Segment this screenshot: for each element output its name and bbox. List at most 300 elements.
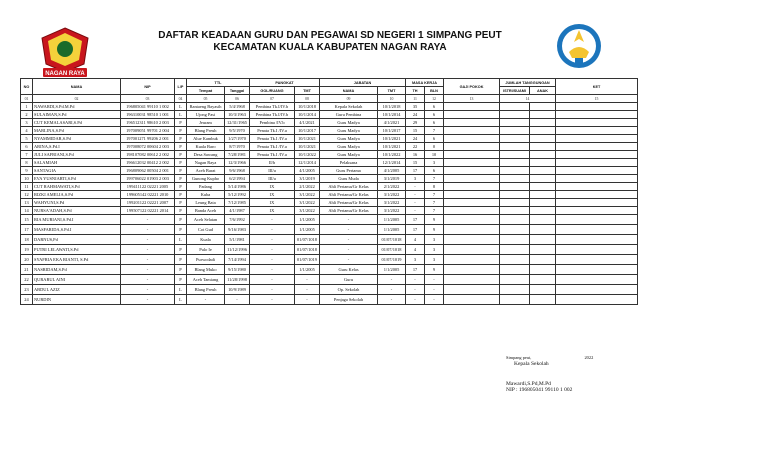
- row-tanggal: 11/12/1996: [225, 245, 250, 255]
- row-no: 4: [21, 127, 33, 135]
- row-th: -: [406, 295, 425, 305]
- row-tmt: 10/1/2022: [295, 151, 320, 159]
- row-jabatan: -: [320, 245, 378, 255]
- row-ket: [556, 235, 638, 245]
- row-tmt: 3/1/2022: [295, 191, 320, 199]
- row-tempat: Aceh Selatan: [187, 215, 225, 225]
- row-lp: P: [175, 199, 187, 207]
- row-istri: [500, 127, 530, 135]
- row-no: 11: [21, 183, 33, 191]
- row-gaji: [444, 119, 500, 127]
- row-anak: [530, 207, 556, 215]
- row-tempat: Purwodadi: [187, 255, 225, 265]
- row-tanggal: 7/6/1992: [225, 215, 250, 225]
- row-anak: [530, 215, 556, 225]
- row-lp: P: [175, 135, 187, 143]
- row-nama: NURDIN: [33, 295, 121, 305]
- col-golruang: GOL/RUANG: [250, 87, 295, 95]
- row-istri: [500, 167, 530, 175]
- col-nip: NIP: [121, 79, 175, 95]
- row-nip: -: [121, 275, 175, 285]
- row-nip: 196805041 99110 1 002: [121, 103, 175, 111]
- row-bln: 9: [425, 225, 444, 235]
- table-row: [21, 127, 638, 135]
- row-th: 15: [406, 127, 425, 135]
- row-nama: NAWARDI,S.Pd.M.Pd: [33, 103, 121, 111]
- row-th: -: [406, 199, 425, 207]
- row-th: 15: [406, 159, 425, 167]
- row-jabatan: Penjaga Sekolah: [320, 295, 378, 305]
- row-tempat: Blang Muko: [187, 265, 225, 275]
- row-jabatan: Ahli Pertama/Gr Kelas: [320, 191, 378, 199]
- row-tempat: Nagan Raya: [187, 159, 225, 167]
- row-jabatan: Guru: [320, 275, 378, 285]
- row-istri: [500, 183, 530, 191]
- row-nama: NASRIDAM,S.Pd: [33, 265, 121, 275]
- table-row: [21, 159, 638, 167]
- row-jabatan-tmt: -: [378, 275, 406, 285]
- row-istri: [500, 245, 530, 255]
- row-lp: L: [175, 111, 187, 119]
- row-istri: [500, 235, 530, 245]
- row-anak: [530, 225, 556, 235]
- row-tempat: Gunong Kupho: [187, 175, 225, 183]
- table-row: [21, 275, 638, 285]
- col-tanggal: Tanggal: [225, 87, 250, 95]
- row-gaji: [444, 159, 500, 167]
- row-tempat: Leung Bata: [187, 199, 225, 207]
- row-nip: 199706022 01903 2 003: [121, 175, 175, 183]
- sign-nip: NIP : 196805041 99110 1 002: [506, 387, 573, 393]
- row-th: -: [406, 275, 425, 285]
- row-nama: ARINA,S.Pd.I: [33, 143, 121, 151]
- row-istri: [500, 143, 530, 151]
- table-row: [21, 225, 638, 235]
- row-gaji: [444, 135, 500, 143]
- document-subtitle: KECAMATAN KUALA KABUPATEN NAGAN RAYA: [213, 42, 447, 53]
- row-ket: [556, 119, 638, 127]
- row-nama: RIZKI AMELIA,S.Pd: [33, 191, 121, 199]
- row-bln: 7: [425, 127, 444, 135]
- row-gol: Pembina Tk.I/IV.b: [250, 103, 295, 111]
- row-tempat: Alue Kambuk: [187, 135, 225, 143]
- row-istri: [500, 151, 530, 159]
- col-anak: ANAK: [530, 87, 556, 95]
- row-nip: -: [121, 295, 175, 305]
- row-nama: SULAIMAN,S.Pd: [33, 111, 121, 119]
- row-gol: III/a: [250, 175, 295, 183]
- col-masa-kerja: MASA KERJA: [406, 79, 444, 87]
- row-anak: [530, 275, 556, 285]
- row-istri: [500, 111, 530, 119]
- row-gol: -: [250, 285, 295, 295]
- row-nip: 196512311 98610 2 003: [121, 119, 175, 127]
- row-gol: -: [250, 245, 295, 255]
- sign-name: Mawardi,S.Pd,M.Pd: [506, 381, 551, 387]
- row-gol: -: [250, 275, 295, 285]
- col-pangkat-tmt: TMT: [295, 87, 320, 95]
- row-gol: -: [250, 215, 295, 225]
- row-jabatan-tmt: 10/1/2018: [378, 103, 406, 111]
- row-tanggal: 6/2/1994: [225, 175, 250, 183]
- row-bln: 9: [425, 265, 444, 275]
- row-tmt: -: [295, 275, 320, 285]
- row-no: 6: [21, 143, 33, 151]
- row-tanggal: 9/5/1970: [225, 127, 250, 135]
- row-gaji: [444, 111, 500, 119]
- row-tanggal: 5/1/1981: [225, 235, 250, 245]
- row-istri: [500, 285, 530, 295]
- row-th: 29: [406, 119, 425, 127]
- row-th: 3: [406, 175, 425, 183]
- row-jabatan-tmt: 01/07/1018: [378, 245, 406, 255]
- row-jabatan: Ahli Pertama/Gr Kelas: [320, 207, 378, 215]
- row-jabatan-tmt: 01/07/1018: [378, 235, 406, 245]
- row-tmt: 3/1/2022: [295, 199, 320, 207]
- sign-year: 2022: [584, 355, 594, 360]
- row-ket: [556, 143, 638, 151]
- row-nama: RIA MURIANI,S.Pd.I: [33, 215, 121, 225]
- row-gaji: [444, 191, 500, 199]
- row-jabatan-tmt: -: [378, 285, 406, 295]
- row-no: 13: [21, 199, 33, 207]
- row-anak: [530, 143, 556, 151]
- row-gaji: [444, 167, 500, 175]
- row-gol: Penata Tk.I /IV.a: [250, 127, 295, 135]
- row-lp: P: [175, 175, 187, 183]
- row-tempat: Kuala Baro: [187, 143, 225, 151]
- row-gol: -: [250, 295, 295, 305]
- row-nip: 199411122 02221 2005: [121, 183, 175, 191]
- row-anak: [530, 265, 556, 275]
- row-bln: 7: [425, 207, 444, 215]
- row-tanggal: 1/27/1970: [225, 135, 250, 143]
- row-lp: P: [175, 245, 187, 255]
- row-nama: QURARUL AINI: [33, 275, 121, 285]
- table-row: [21, 175, 638, 183]
- table-row: [21, 215, 638, 225]
- row-no: 23: [21, 285, 33, 295]
- row-lp: P: [175, 151, 187, 159]
- row-istri: [500, 159, 530, 167]
- row-jabatan: Guru Muda: [320, 175, 378, 183]
- row-jabatan-tmt: 10/1/2014: [378, 111, 406, 119]
- row-no: 20: [21, 255, 33, 265]
- row-gol: Penata Tk.I /IV.a: [250, 151, 295, 159]
- row-ket: [556, 265, 638, 275]
- row-lp: L: [175, 103, 187, 111]
- row-gaji: [444, 183, 500, 191]
- row-anak: [530, 135, 556, 143]
- row-tanggal: 11/28/1998: [225, 275, 250, 285]
- row-tempat: Blang Preuh: [187, 285, 225, 295]
- row-anak: [530, 183, 556, 191]
- row-istri: [500, 215, 530, 225]
- row-th: -: [406, 285, 425, 295]
- table-row: [21, 119, 638, 127]
- row-th: -: [406, 183, 425, 191]
- row-gol: Pembina /IV.b: [250, 119, 295, 127]
- row-tempat: Cot Gud: [187, 225, 225, 235]
- row-tanggal: 7/12/1985: [225, 199, 250, 207]
- row-gol: IX: [250, 191, 295, 199]
- table-row: [21, 295, 638, 305]
- row-ket: [556, 103, 638, 111]
- row-tempat: Rantaeng Bayasih: [187, 103, 225, 111]
- row-lp: L: [175, 285, 187, 295]
- row-ket: [556, 285, 638, 295]
- row-nip: 199507122 02221 2014: [121, 207, 175, 215]
- row-bln: 3: [425, 235, 444, 245]
- row-lp: L: [175, 235, 187, 245]
- row-bln: 7: [425, 191, 444, 199]
- row-bln: 3: [425, 255, 444, 265]
- row-jabatan-tmt: 3/1/2022: [378, 207, 406, 215]
- row-jabatan-tmt: 10/1/2021: [378, 135, 406, 143]
- row-tmt: 3/1/2022: [295, 207, 320, 215]
- row-gol: IX: [250, 199, 295, 207]
- row-istri: [500, 103, 530, 111]
- col-th: TH: [406, 87, 425, 95]
- row-th: 4: [406, 245, 425, 255]
- row-anak: [530, 119, 556, 127]
- row-istri: [500, 119, 530, 127]
- table-row: [21, 183, 638, 191]
- row-ket: [556, 175, 638, 183]
- row-anak: [530, 167, 556, 175]
- row-nip: 199605142 02221 2010: [121, 191, 175, 199]
- row-jabatan-tmt: 3/1/2019: [378, 175, 406, 183]
- row-bln: -: [425, 295, 444, 305]
- row-tmt: 10/1/2021: [295, 143, 320, 151]
- row-ket: [556, 215, 638, 225]
- row-nip: 197001271 99206 2 001: [121, 135, 175, 143]
- row-tanggal: 9/6/1968: [225, 167, 250, 175]
- col-istri: ISTRI/SUAMI: [500, 87, 530, 95]
- row-gaji: [444, 103, 500, 111]
- row-anak: [530, 235, 556, 245]
- row-tempat: Aceh Tamiang: [187, 275, 225, 285]
- row-nama: NURSA'ADAH,S.Pd: [33, 207, 121, 215]
- row-no: 22: [21, 275, 33, 285]
- row-tmt: 12/1/2014: [295, 159, 320, 167]
- row-bln: 7: [425, 199, 444, 207]
- row-bln: 6: [425, 111, 444, 119]
- row-anak: [530, 255, 556, 265]
- row-ket: [556, 207, 638, 215]
- nagan-raya-logo: [36, 26, 94, 78]
- row-gaji: [444, 199, 500, 207]
- row-no: 9: [21, 167, 33, 175]
- row-lp: P: [175, 159, 187, 167]
- row-jabatan: Ahli Pertama/Gr Kelas: [320, 199, 378, 207]
- row-ket: [556, 127, 638, 135]
- row-nip: 197008072 00604 2 003: [121, 143, 175, 151]
- row-th: 24: [406, 135, 425, 143]
- document-title: DAFTAR KEADAAN GURU DAN PEGAWAI SD NEGERI 1 SIMPANG PEUT: [158, 30, 502, 41]
- row-gol: -: [250, 255, 295, 265]
- row-bln: 6: [425, 103, 444, 111]
- table-row: [21, 143, 638, 151]
- row-jabatan-tmt: -: [378, 295, 406, 305]
- col-bln: BLN: [425, 87, 444, 95]
- row-th: 17: [406, 265, 425, 275]
- row-istri: [500, 295, 530, 305]
- row-no: 17: [21, 225, 33, 235]
- col-tempat: Tempat: [187, 87, 225, 95]
- row-gol: III/a: [250, 167, 295, 175]
- row-no: 1: [21, 103, 33, 111]
- col-tanggungan: JUMLAH TANGGUNGAN: [500, 79, 556, 87]
- row-anak: [530, 103, 556, 111]
- row-tmt: -: [295, 295, 320, 305]
- row-tanggal: 12/3/1966: [225, 159, 250, 167]
- row-gaji: [444, 275, 500, 285]
- col-jabatan-tmt: TMT: [378, 87, 406, 95]
- row-anak: [530, 111, 556, 119]
- row-jabatan: Guru Madya: [320, 119, 378, 127]
- row-jabatan-tmt: 10/1/2022: [378, 151, 406, 159]
- row-bln: -: [425, 275, 444, 285]
- row-th: 17: [406, 167, 425, 175]
- row-bln: 3: [425, 159, 444, 167]
- row-gaji: [444, 285, 500, 295]
- row-anak: [530, 127, 556, 135]
- row-nip: 197009051 99701 2 004: [121, 127, 175, 135]
- row-gaji: [444, 175, 500, 183]
- row-tempat: Pulo Ie: [187, 245, 225, 255]
- row-lp: L: [175, 295, 187, 305]
- row-gol: II/b: [250, 159, 295, 167]
- row-tmt: 01/07/1019: [295, 255, 320, 265]
- row-lp: P: [175, 275, 187, 285]
- row-tanggal: 12/31/1965: [225, 119, 250, 127]
- table-row: [21, 103, 638, 111]
- col-jabatan-nama: NAMA: [320, 87, 378, 95]
- row-gol: Penata Tk.I /IV.a: [250, 135, 295, 143]
- row-no: 24: [21, 295, 33, 305]
- row-no: 19: [21, 245, 33, 255]
- row-jabatan-tmt: 3/1/2022: [378, 191, 406, 199]
- row-lp: P: [175, 127, 187, 135]
- row-tmt: 10/1/2021: [295, 135, 320, 143]
- row-jabatan-tmt: 10/1/2017: [378, 127, 406, 135]
- row-gaji: [444, 143, 500, 151]
- table-row: [21, 245, 638, 255]
- row-gaji: [444, 255, 500, 265]
- row-nama: ABDUL AZIZ: [33, 285, 121, 295]
- row-bln: 0: [425, 143, 444, 151]
- row-th: 4: [406, 235, 425, 245]
- row-istri: [500, 275, 530, 285]
- row-ket: [556, 159, 638, 167]
- table-row: [21, 191, 638, 199]
- row-tmt: 1/1/2005: [295, 215, 320, 225]
- row-gaji: [444, 225, 500, 235]
- row-tmt: 2/1/2022: [295, 183, 320, 191]
- row-no: 14: [21, 207, 33, 215]
- col-no: NO: [21, 79, 33, 95]
- row-ket: [556, 295, 638, 305]
- row-no: 2: [21, 111, 33, 119]
- row-nama: SYAFRIA EKA RIANTI, S.Pd: [33, 255, 121, 265]
- row-tanggal: 7/28/1981: [225, 151, 250, 159]
- row-nama: JULI SAFRIANI,S.Pd: [33, 151, 121, 159]
- row-ket: [556, 255, 638, 265]
- row-jabatan: Kepala Sekolah: [320, 103, 378, 111]
- row-nama: SANTAGIA: [33, 167, 121, 175]
- row-anak: [530, 285, 556, 295]
- row-istri: [500, 135, 530, 143]
- row-nip: 198107082 00612 2 002: [121, 151, 175, 159]
- row-nama: EVA YUSNIARTI,S.Pd: [33, 175, 121, 183]
- row-lp: P: [175, 119, 187, 127]
- row-ket: [556, 111, 638, 119]
- row-jabatan-tmt: 1/1/2005: [378, 265, 406, 275]
- row-gaji: [444, 127, 500, 135]
- table-row: [21, 167, 638, 175]
- row-nip: -: [121, 215, 175, 225]
- row-tanggal: 9/15/1980: [225, 265, 250, 275]
- row-tmt: 3/1/2019: [295, 175, 320, 183]
- row-tmt: 10/1/2014: [295, 111, 320, 119]
- row-th: 35: [406, 103, 425, 111]
- row-anak: [530, 159, 556, 167]
- row-no: 5: [21, 135, 33, 143]
- row-nip: 199201122 02221 2007: [121, 199, 175, 207]
- table-row: [21, 285, 638, 295]
- row-tmt: 10/1/2017: [295, 127, 320, 135]
- col-nama: NAMA: [33, 79, 121, 95]
- row-tempat: Jeuram: [187, 119, 225, 127]
- row-jabatan: Guru Madya: [320, 143, 378, 151]
- row-no: 12: [21, 191, 33, 199]
- table-row: [21, 135, 638, 143]
- row-gaji: [444, 265, 500, 275]
- row-gol: -: [250, 235, 295, 245]
- row-anak: [530, 151, 556, 159]
- row-no: 8: [21, 159, 33, 167]
- row-ket: [556, 135, 638, 143]
- row-tempat: Desa Sawang: [187, 151, 225, 159]
- row-tmt: 1/1/2005: [295, 265, 320, 275]
- row-ket: [556, 183, 638, 191]
- row-jabatan-tmt: 4/1/2005: [378, 167, 406, 175]
- row-nip: -: [121, 225, 175, 235]
- row-jabatan: Op. Sekolah: [320, 285, 378, 295]
- row-istri: [500, 199, 530, 207]
- document-header: [100, 30, 560, 54]
- col-pangkat: PANGKAT: [250, 79, 320, 87]
- row-gol: Penata Tk.I /IV.a: [250, 143, 295, 151]
- col-gaji-pokok: GAJI POKOK: [444, 79, 500, 95]
- row-lp: P: [175, 207, 187, 215]
- row-th: 17: [406, 225, 425, 235]
- row-bln: 6: [425, 167, 444, 175]
- row-jabatan-tmt: 01/07/1019: [378, 255, 406, 265]
- row-bln: 3: [425, 245, 444, 255]
- table-row: [21, 207, 638, 215]
- row-ket: [556, 191, 638, 199]
- row-jabatan-tmt: 10/1/2021: [378, 143, 406, 151]
- row-jabatan: Guru Pertama: [320, 167, 378, 175]
- row-tempat: -: [187, 295, 225, 305]
- row-gaji: [444, 235, 500, 245]
- row-tanggal: -: [225, 295, 250, 305]
- row-gaji: [444, 151, 500, 159]
- table-row: [21, 255, 638, 265]
- col-jabatan: JABATAN: [320, 79, 406, 87]
